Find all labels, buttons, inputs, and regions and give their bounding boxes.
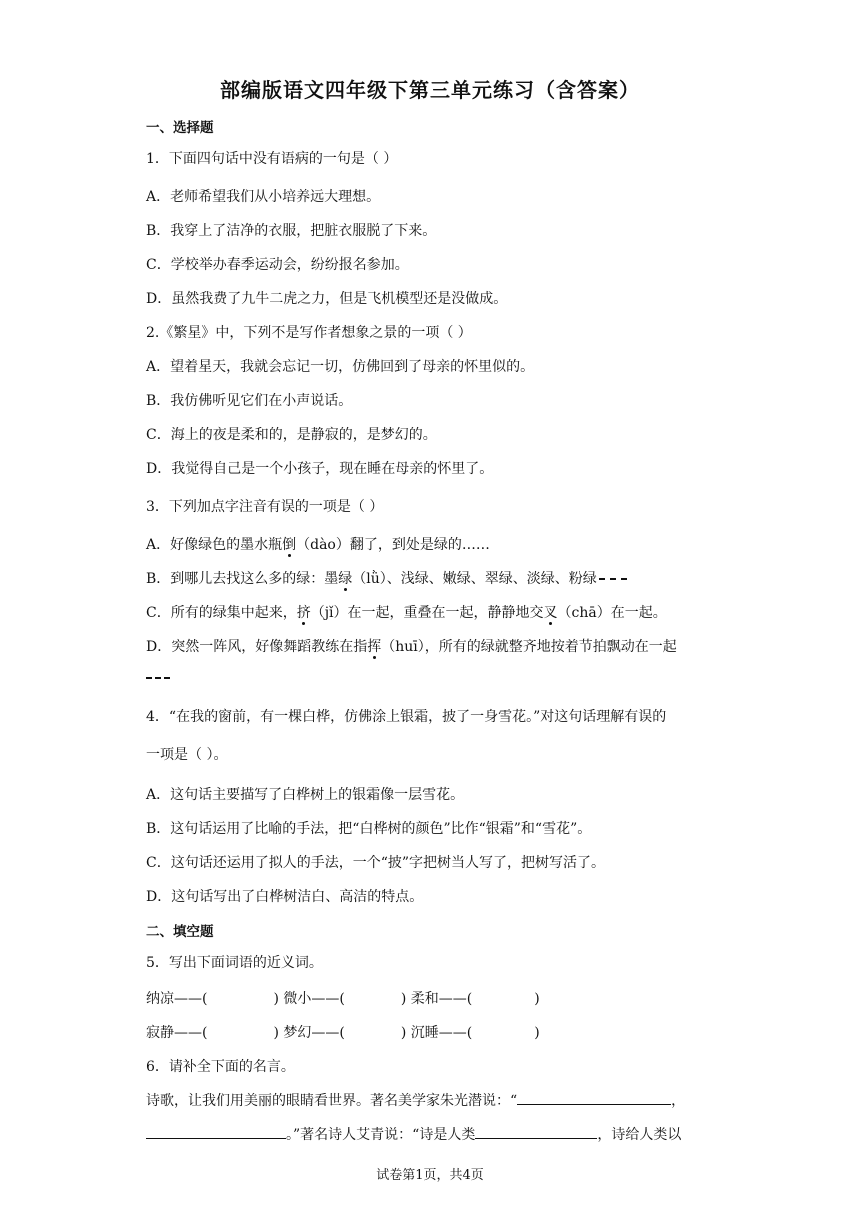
q6-stem: 6．请补全下面的名言。 xyxy=(146,1059,295,1075)
q1-stem: 1．下面四句话中没有语病的一句是（ ） xyxy=(146,151,398,167)
q1-option-a: A．老师希望我们从小培养远大理想。 xyxy=(146,189,381,205)
q6-text-3: 。”著名诗人艾青说：“诗是人类 xyxy=(286,1127,476,1143)
q3-d-text-post: （huī），所有的绿就整齐地按着节拍飘动在一起 xyxy=(381,639,677,655)
q6-line-1 xyxy=(146,1090,685,1110)
q6-line-2 xyxy=(146,1124,681,1144)
ellipsis-dash xyxy=(599,578,627,580)
q3-d-dotted-char: 挥 xyxy=(367,639,382,655)
q6-text-4: ，诗给人类以 xyxy=(597,1127,682,1143)
q1-option-c: C．学校举办春季运动会，纷纷报名参加。 xyxy=(146,257,409,273)
q4-option-a: A．这句话主要描写了白桦树上的银霜像一层雪花。 xyxy=(146,787,465,803)
q5-word-weixiao: ) 微小——( xyxy=(273,991,345,1007)
q3-a-text-pre: A．好像绿色的墨水瓶 xyxy=(146,537,283,553)
section-heading-choice: 一、选择题 xyxy=(146,120,214,136)
q2-option-a: A．望着星天，我就会忘记一切，仿佛回到了母亲的怀里似的。 xyxy=(146,359,535,375)
q4-option-b: B．这句话运用了比喻的手法，把“白桦树的颜色”比作“银霜”和“雪花”。 xyxy=(146,821,592,837)
answer-blank[interactable] xyxy=(475,1124,597,1139)
section-heading-fill: 二、填空题 xyxy=(146,924,214,940)
q3-option-d-continuation xyxy=(146,670,170,686)
q3-stem: 3．下列加点字注音有误的一项是（ ） xyxy=(146,499,384,515)
q5-row-2 xyxy=(146,1022,540,1042)
q3-a-text-post: （dào）翻了，到处是绿的…… xyxy=(296,537,490,553)
q5-word-nalang: 纳凉——( xyxy=(146,991,208,1007)
q3-option-a xyxy=(146,534,490,554)
q3-c-text-post: （chā）在一起。 xyxy=(557,605,667,621)
q3-b-text-post: （lǜ）、浅绿、嫩绿、翠绿、淡绿、粉绿 xyxy=(352,571,597,587)
q2-option-c: C．海上的夜是柔和的，是静寂的，是梦幻的。 xyxy=(146,427,437,443)
answer-blank[interactable] xyxy=(146,1124,286,1139)
q5-word-jijing: 寂静——( xyxy=(146,1025,208,1041)
q2-stem: 2.《繁星》中，下列不是写作者想象之景的一项（ ） xyxy=(146,325,472,341)
q1-option-b: B．我穿上了洁净的衣服，把脏衣服脱了下来。 xyxy=(146,223,437,239)
q2-option-b: B．我仿佛听见它们在小声说话。 xyxy=(146,393,353,409)
q3-option-c xyxy=(146,602,667,622)
q5-row-1 xyxy=(146,988,540,1008)
q2-option-d: D．我觉得自己是一个小孩子，现在睡在母亲的怀里了。 xyxy=(146,461,494,477)
q5-close-paren: ) xyxy=(534,991,540,1007)
q4-stem-line2: 一项是（ ）。 xyxy=(146,747,228,763)
ellipsis-dash xyxy=(146,677,170,679)
q3-d-text-pre: D．突然一阵风，好像舞蹈教练在指 xyxy=(146,639,368,655)
q3-b-text-pre: B．到哪儿去找这么多的绿：墨 xyxy=(146,571,339,587)
q1-option-d: D．虽然我费了九牛二虎之力，但是飞机模型还是没做成。 xyxy=(146,291,508,307)
q4-stem-line1: 4．“在我的窗前，有一棵白桦，仿佛涂上银霜，披了一身雪花。”对这句话理解有误的 xyxy=(146,709,667,725)
q3-option-d xyxy=(146,636,677,656)
q3-c-dotted-char: 挤 xyxy=(296,605,311,621)
q5-word-chenshui: ) 沉睡——( xyxy=(400,1025,473,1041)
q4-option-d: D．这句话写出了白桦树洁白、高洁的特点。 xyxy=(146,889,424,905)
page-title: 部编版语文四年级下第三单元练习（含答案） xyxy=(220,78,640,102)
q3-c-text-pre: C．所有的绿集中起来， xyxy=(146,605,297,621)
q5-word-rouhe: ) 柔和——( xyxy=(400,991,473,1007)
q6-text-2: ， xyxy=(671,1093,686,1109)
q3-c-text-mid: （jǐ）在一起，重叠在一起，静静地交 xyxy=(310,605,544,621)
answer-blank[interactable] xyxy=(517,1090,671,1105)
page-footer: 试卷第1页，共4页 xyxy=(376,1168,484,1183)
q3-b-dotted-char: 绿 xyxy=(338,571,353,587)
q5-close-paren: ) xyxy=(534,1025,540,1041)
q3-a-dotted-char: 倒 xyxy=(282,537,297,553)
q6-text-1: 诗歌，让我们用美丽的眼睛看世界。著名美学家朱光潜说：“ xyxy=(146,1093,518,1109)
q3-c-dotted-char-2: 叉 xyxy=(543,605,558,621)
q4-option-c: C．这句话还运用了拟人的手法，一个“披”字把树当人写了，把树写活了。 xyxy=(146,855,606,871)
q5-stem: 5．写出下面词语的近义词。 xyxy=(146,955,323,971)
q3-option-b xyxy=(146,568,627,588)
q5-word-menghuan: ) 梦幻——( xyxy=(273,1025,345,1041)
